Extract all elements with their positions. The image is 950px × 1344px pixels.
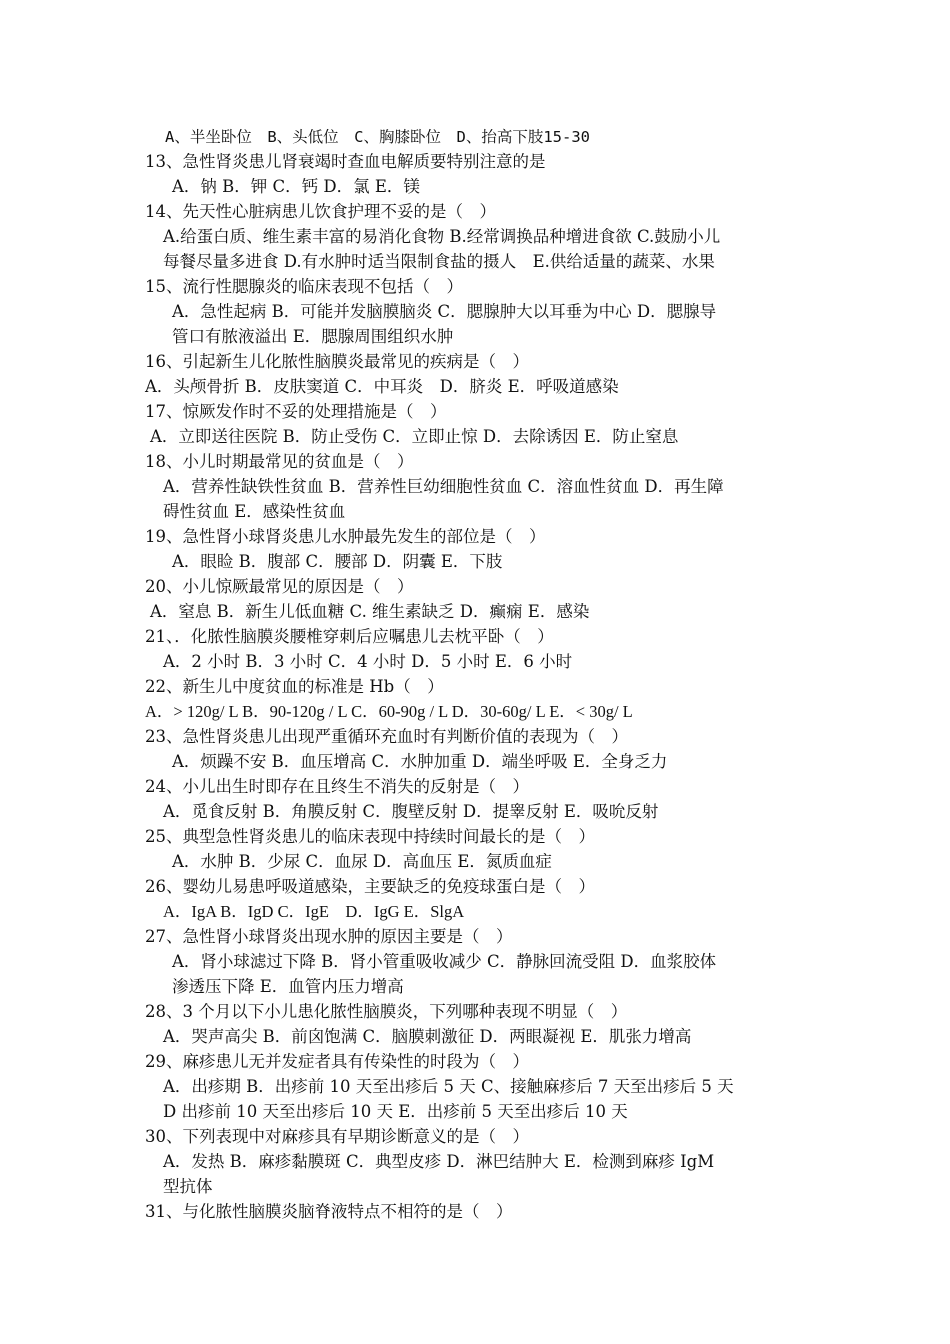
question-line: 27、急性肾小球肾炎出现水肿的原因主要是（ ） <box>145 927 513 946</box>
options-line: A．营养性缺铁性贫血 B．营养性巨幼细胞性贫血 C．溶血性贫血 D．再生障 <box>163 477 724 496</box>
question-line: 28、3 个月以下小儿患化脓性脑膜炎，下列哪种表现不明显（ ） <box>145 1002 628 1021</box>
options-line: A.给蛋白质、维生素丰富的易消化食物 B.经常调换品种增进食欲 C.鼓励小儿 <box>163 227 721 246</box>
question-line: 17、惊厥发作时不妥的处理措施是（ ） <box>145 402 447 421</box>
question-line: 25、典型急性肾炎患儿的临床表现中持续时间最长的是（ ） <box>145 827 595 846</box>
question-line: 18、小儿时期最常见的贫血是（ ） <box>145 452 414 471</box>
question-line: 20、小儿惊厥最常见的原因是（ ） <box>145 577 414 596</box>
options-line: 渗透压下降 E．血管内压力增高 <box>172 977 404 996</box>
question-line: 31、与化脓性脑膜炎脑脊液特点不相符的是（ ） <box>145 1202 513 1221</box>
options-line: A．IgA B．IgD C．IgE D．IgG E．SlgA <box>163 902 465 921</box>
question-line: 21、．化脓性脑膜炎腰椎穿刺后应嘱患儿去枕平卧（ ） <box>145 627 554 646</box>
options-line: 管口有脓液溢出 E．腮腺周围组织水肿 <box>172 327 454 346</box>
question-line: 23、急性肾炎患儿出现严重循环充血时有判断价值的表现为（ ） <box>145 727 628 746</box>
options-line: A．窒息 B．新生儿低血糖 C. 维生素缺乏 D．癫痫 E．感染 <box>150 602 590 621</box>
question-line: 29、麻疹患儿无并发症者具有传染性的时段为（ ） <box>145 1052 529 1071</box>
question-line: 14、先天性心脏病患儿饮食护理不妥的是（ ） <box>145 202 496 221</box>
options-line: D 出疹前 10 天至出疹后 10 天 E．出疹前 5 天至出疹后 10 天 <box>163 1102 628 1121</box>
question-line: 24、小儿出生时即存在且终生不消失的反射是（ ） <box>145 777 529 796</box>
question-line: 15、流行性腮腺炎的临床表现不包括（ ） <box>145 277 463 296</box>
options-line: A．出疹期 B．出疹前 10 天至出疹后 5 天 C、接触麻疹后 7 天至出疹后 5 天 <box>163 1077 734 1096</box>
options-line: A．肾小球滤过下降 B．肾小管重吸收减少 C．静脉回流受阻 D．血浆胶体 <box>172 952 717 971</box>
options-line: A．急性起病 B．可能并发脑膜脑炎 C．腮腺肿大以耳垂为中心 D．腮腺导 <box>172 302 717 321</box>
question-line: 19、急性肾小球肾炎患儿水肿最先发生的部位是（ ） <box>145 527 546 546</box>
question-line: 26、婴幼儿易患呼吸道感染，主要缺乏的免疫球蛋白是（ ） <box>145 877 595 896</box>
options-line: 碍性贫血 E．感染性贫血 <box>163 502 346 521</box>
question-line: 13、急性肾炎患儿肾衰竭时查血电解质要特别注意的是 <box>145 152 546 171</box>
question-line: 22、新生儿中度贫血的标准是 Hb（ ） <box>145 677 444 696</box>
options-line: A．哭声高尖 B．前囟饱满 C．脑膜刺激征 D．两眼凝视 E．肌张力增高 <box>163 1027 692 1046</box>
options-line: A．2 小时 B．3 小时 C．4 小时 D．5 小时 E．6 小时 <box>163 652 573 671</box>
question-line: 16、引起新生儿化脓性脑膜炎最常见的疾病是（ ） <box>145 352 529 371</box>
options-line: A．发热 B．麻疹黏膜斑 C．典型皮疹 D．淋巴结肿大 E．检测到麻疹 IgM <box>163 1152 715 1171</box>
options-line: A．头颅骨折 B．皮肤窦道 C．中耳炎 D．脐炎 E．呼吸道感染 <box>145 377 619 396</box>
text-line: A、半坐卧位 B、头低位 C、胸膝卧位 D、抬高下肢15-30 <box>165 128 590 146</box>
options-line: A．眼睑 B．腹部 C．腰部 D．阴囊 E．下肢 <box>172 552 503 571</box>
options-line: A．水肿 B．少尿 C．血尿 D．高血压 E．氮质血症 <box>172 852 552 871</box>
options-line: 每餐尽量多进食 D.有水肿时适当限制食盐的摄人 E.供给适量的蔬菜、水果 <box>163 252 715 271</box>
options-line: 型抗体 <box>163 1177 213 1196</box>
question-line: 30、下列表现中对麻疹具有早期诊断意义的是（ ） <box>145 1127 529 1146</box>
options-line: A．觅食反射 B．角膜反射 C．腹壁反射 D．提睾反射 E．吸吮反射 <box>163 802 659 821</box>
options-line: A．> 120g/ L B．90-120g / L C．60-90g / L D．30-60g/ L E．< 30g/ L <box>145 702 633 721</box>
options-line: A．烦躁不安 B．血压增高 C．水肿加重 D．端坐呼吸 E．全身乏力 <box>172 752 668 771</box>
options-line: A．立即送往医院 B．防止受伤 C．立即止惊 D．去除诱因 E．防止窒息 <box>150 427 679 446</box>
options-line: A．钠 B．钾 C．钙 D．氯 E．镁 <box>172 177 420 196</box>
